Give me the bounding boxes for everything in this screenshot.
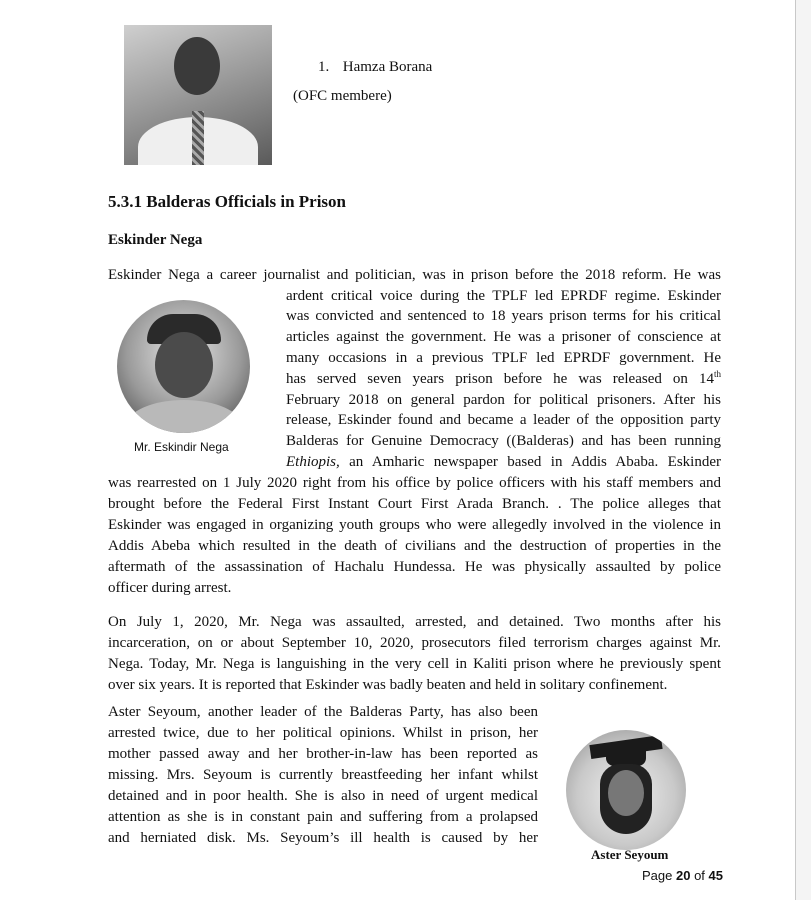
para1-line-13: Eskinder was engaged in organizing youth groups who were allegedly involved in the violence in [108, 517, 721, 533]
para1-line-10-text: an Amharic newspaper based in Addis Ababa. Eskinder [339, 454, 721, 470]
para3-line-5: detained and in poor health. She is also in need of urgent medical [108, 788, 538, 804]
para1-line-16: officer during arrest. [108, 580, 232, 596]
list-number: 1. [318, 59, 330, 75]
eskinder-nega-photo [117, 300, 250, 433]
para2-line-2: incarceration, on or about September 10, 2020, prosecutors filed terrorism charges against Mr. [108, 635, 721, 651]
para1-line-3: was convicted and sentenced to 18 years prison terms for his critical [286, 308, 721, 324]
ordinal-suffix: th [713, 369, 721, 379]
section-subheading: Eskinder Nega [108, 232, 203, 248]
para1-line-12: brought before the Federal First Instant Court First Arada Branch. . The police alleges that [108, 496, 721, 512]
para1-line-15: aftermath of the assassination of Hachalu Hundessa. He was physically assaulted by police [108, 559, 721, 575]
page-current: 20 [675, 868, 691, 883]
page-prefix: Page [642, 868, 676, 883]
para1-line-4: articles against the government. He was a prisoner of conscience at [286, 329, 721, 345]
section-heading: 5.3.1 Balderas Officials in Prison [108, 192, 346, 211]
para3-line-6: attention as she is in constant pain and suffering from a prolapsed [108, 809, 538, 825]
hamza-borana-photo [124, 25, 272, 165]
para1-line-14: Addis Abeba which resulted in the death of civilians and the destruction of properties in the [108, 538, 721, 554]
list-name: Hamza Borana [342, 59, 433, 75]
page-total: 45 [708, 868, 723, 883]
para1-line-10 [286, 452, 721, 472]
para3-line-2: arrested twice, due to her political opinions. Whilst in prison, her [108, 725, 538, 741]
para1-line-11: was rearrested on 1 July 2020 right from his office by police officers with his staff members and [108, 475, 721, 491]
page-middle: of [690, 868, 709, 883]
para1-line-9: Balderas for Genuine Democracy ((Balderas) and has been running [286, 433, 721, 449]
para3-line-4: missing. Mrs. Seyoum is currently breastfeeding her infant whilst [108, 767, 538, 783]
newspaper-name: Ethiopis, [286, 454, 340, 470]
para1-line-8: release, Eskinder found and became a leader of the opposition party [286, 412, 721, 428]
para1-line-1: Eskinder Nega a career journalist and politician, was in prison before the 2018 reform. He was [108, 267, 721, 283]
para1-line-6-text: has served seven years prison before he was released on 14 [286, 371, 714, 387]
list-affiliation: (OFC membere) [293, 88, 392, 104]
para1-line-7: February 2018 on general pardon for political prisoners. After his [286, 392, 721, 408]
aster-caption: Aster Seyoum [591, 847, 669, 862]
para1-line-2: ardent critical voice during the TPLF led EPRDF regime. Eskinder [286, 288, 721, 304]
eskinder-caption: Mr. Eskindir Nega [134, 440, 229, 454]
para2-line-4: over six years. It is reported that Eskinder was badly beaten and held in solitary confinement. [108, 677, 668, 693]
para2-line-3: Nega. Today, Mr. Nega is languishing in the very cell in Kaliti prison where he previously spent [108, 656, 721, 672]
para3-line-7: and herniated disk. Ms. Seyoum’s ill health is caused by her [108, 830, 538, 846]
page-number [642, 868, 723, 883]
para1-line-6 [286, 369, 721, 389]
para3-line-1: Aster Seyoum, another leader of the Balderas Party, has also been [108, 704, 538, 720]
para3-line-3: mother passed away and her brother-in-law has been reported as [108, 746, 538, 762]
aster-seyoum-photo [566, 730, 686, 850]
para2-line-1: On July 1, 2020, Mr. Nega was assaulted, arrested, and detained. Two months after his [108, 614, 721, 630]
para1-line-5: many occasions in a previous TPLF led EPRDF government. He [286, 350, 721, 366]
list-entry [318, 57, 432, 77]
